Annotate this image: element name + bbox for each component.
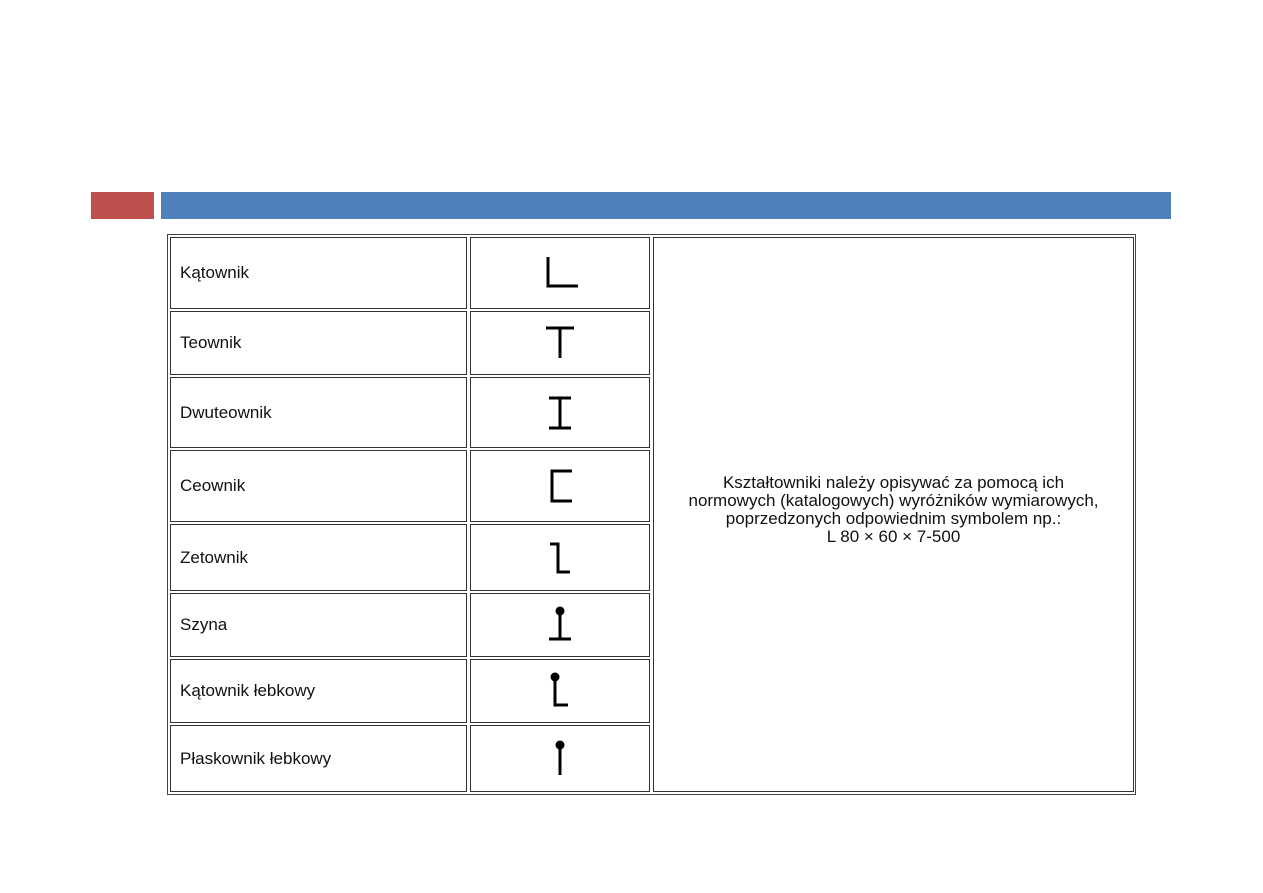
description-text — [688, 474, 1098, 546]
channel-profile-icon — [540, 466, 580, 506]
table-row-symbol — [470, 593, 650, 657]
table-row-symbol — [470, 725, 650, 792]
rail-profile-icon — [540, 605, 580, 645]
profile-name: Szyna — [180, 615, 228, 634]
description-line: poprzedzonych odpowiednim symbolem np.: — [725, 508, 1062, 528]
i-beam-profile-icon — [540, 393, 580, 433]
table-row-symbol — [470, 237, 650, 309]
profile-name: Kątownik — [180, 263, 249, 282]
description-line: Kształtowniki należy opisywać za pomocą ich — [722, 472, 1065, 492]
bulb-flat-profile-icon — [540, 739, 580, 779]
table-row-name — [170, 659, 467, 723]
table-row-symbol — [470, 450, 650, 522]
profile-name: Zetownik — [180, 547, 249, 567]
description-line: normowych (katalogowych) wyróżników wymiarowych, — [688, 490, 1099, 510]
bulb-angle-profile-icon — [540, 671, 580, 711]
table-row-name — [170, 524, 467, 591]
table-row-symbol — [470, 659, 650, 723]
accent-bar — [91, 192, 154, 219]
table-row-symbol — [470, 311, 650, 375]
table-row-name — [170, 725, 467, 792]
profile-name: Kątownik łebkowy — [180, 681, 316, 700]
angle-profile-icon — [540, 253, 580, 293]
z-profile-icon — [540, 538, 580, 578]
profiles-table — [167, 234, 1136, 795]
table-row-symbol — [470, 524, 650, 591]
table-row-name — [170, 377, 467, 448]
profile-name: Teownik — [180, 333, 242, 352]
table-row-name — [170, 311, 467, 375]
title-bar — [161, 192, 1171, 219]
tee-profile-icon — [540, 323, 580, 363]
table-row-symbol — [470, 377, 650, 448]
table-row-name — [170, 450, 467, 522]
profile-name: Dwuteownik — [180, 402, 272, 422]
description-example: L 80 × 60 × 7-500 — [826, 526, 961, 546]
table-row-name — [170, 593, 467, 657]
profile-name: Ceownik — [180, 476, 246, 495]
description-cell — [653, 237, 1134, 792]
profile-name: Płaskownik łebkowy — [180, 748, 332, 768]
table-row-name — [170, 237, 467, 309]
